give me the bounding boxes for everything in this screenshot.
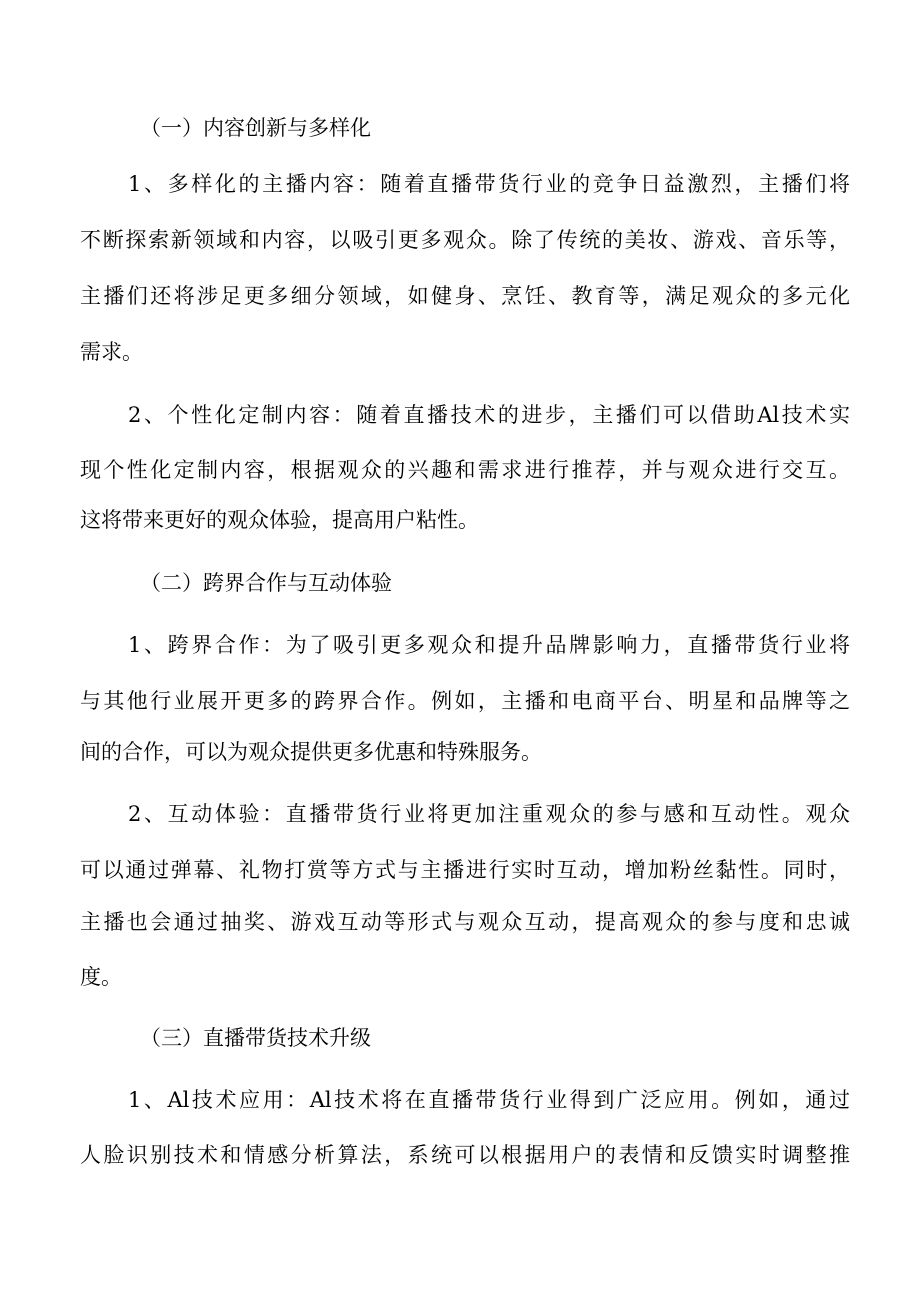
section-heading-2: （二）跨界合作与互动体验 <box>140 571 392 595</box>
paragraph-line: 可以通过弹幕、礼物打赏等方式与主播进行实时互动，增加粉丝黏性。同时， <box>80 858 850 882</box>
paragraph-line: 间的合作，可以为观众提供更多优惠和特殊服务。 <box>80 740 542 764</box>
paragraph-line: 2、互动体验：直播带货行业将更加注重观众的参与感和互动性。观众 <box>128 802 850 826</box>
paragraph-line: 1、跨界合作：为了吸引更多观众和提升品牌影响力，直播带货行业将 <box>128 633 850 657</box>
section-heading-1: （一）内容创新与多样化 <box>140 116 371 140</box>
paragraph-line: 与其他行业展开更多的跨界合作。例如，主播和电商平台、明星和品牌等之 <box>80 689 850 713</box>
paragraph-line: 人脸识别技术和情感分析算法，系统可以根据用户的表情和反馈实时调整推 <box>80 1143 850 1167</box>
paragraph-line: 现个性化定制内容，根据观众的兴趣和需求进行推荐，并与观众进行交互。 <box>80 458 850 482</box>
paragraph-line: 2、个性化定制内容：随着直播技术的进步，主播们可以借助Al技术实 <box>128 403 850 427</box>
paragraph-line: 主播们还将涉足更多细分领域，如健身、烹饪、教育等，满足观众的多元化 <box>80 284 850 308</box>
paragraph-line: 主播也会通过抽奖、游戏互动等形式与观众互动，提高观众的参与度和忠诚 <box>80 910 850 934</box>
paragraph-line: 1、多样化的主播内容：随着直播带货行业的竞争日益激烈，主播们将 <box>128 172 850 196</box>
paragraph-line: 1、Al技术应用：Al技术将在直播带货行业得到广泛应用。例如，通过 <box>128 1088 850 1112</box>
paragraph-line: 这将带来更好的观众体验，提高用户粘性。 <box>80 508 479 532</box>
section-heading-3: （三）直播带货技术升级 <box>140 1026 371 1050</box>
paragraph-line: 不断探索新领域和内容，以吸引更多观众。除了传统的美妆、游戏、音乐等， <box>80 228 850 252</box>
paragraph-line: 需求。 <box>80 340 143 364</box>
paragraph-line: 度。 <box>80 965 122 989</box>
